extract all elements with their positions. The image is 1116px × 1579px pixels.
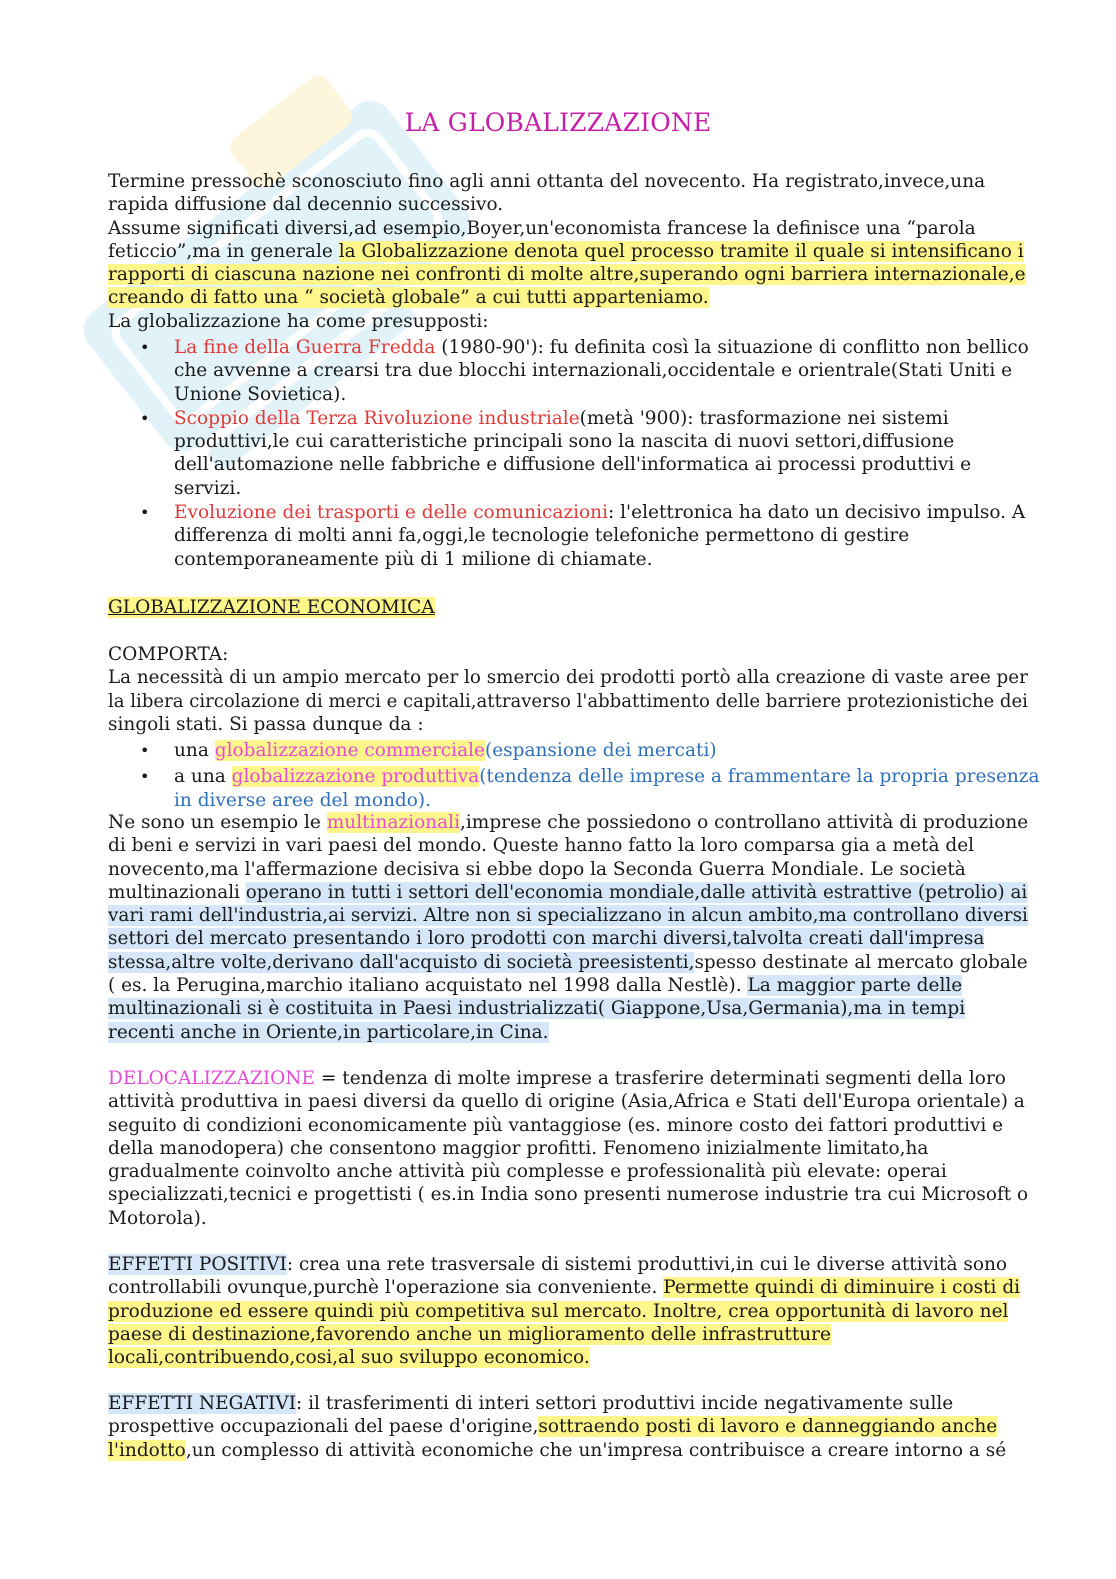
text-line: novecento,ma l'affermazione decisiva si ebbe dopo la Seconda Guerra Mondiale. Le società (108, 858, 966, 880)
highlighted-text: vari rami dell'industria,ai servizi. Altre non si specializzano in alcun ambito,ma controllano diversi (108, 905, 1028, 927)
highlighted-text: sottraendo posti di lavoro e danneggiando anche (538, 1416, 998, 1438)
text-fragment: : crea una rete trasversale di sistemi produttivi,in cui le diverse attività sono (286, 1254, 1008, 1275)
text-line: specializzati,tecnici e progettisti ( es.in India sono presenti numerose industrie tra cui Microsoft o (108, 1184, 1029, 1206)
text-fragment: prospettive occupazionali del paese d'origine, (108, 1416, 539, 1438)
text-fragment: : il trasferimenti di interi settori produttivi incide negativamente sulle (296, 1393, 954, 1414)
text-fragment: (metà '900): trasformazione nei sistemi (579, 407, 949, 429)
text-line (174, 739, 1040, 762)
highlighted-text: operano in tutti i settori dell'economia mondiale,dalle attività estrattive (petrolio) ai (245, 881, 1028, 903)
economica-paragraph (108, 643, 1028, 736)
highlighted-text: stessa,altre volte,derivano dall'acquisto di società preesistenti, (108, 951, 695, 973)
list-item (140, 739, 1040, 762)
bullet-icon: • (140, 741, 150, 760)
text-line: Assume significati diversi,ad esempio,Boyer,un'economista francese la definisce una “parola (108, 217, 976, 239)
text-line (108, 927, 1028, 950)
highlighted-text: paese di destinazione,favorendo anche un miglioramento delle infrastrutture (108, 1323, 831, 1345)
term-pink: globalizzazione commerciale (214, 740, 485, 761)
text-line (108, 1415, 1028, 1438)
highlighted-definition: rapporti di ciascuna nazione nei confronti di molte altre,superando ogni barriera internazionale,e (108, 264, 1026, 286)
list-item (140, 501, 1040, 571)
text-fragment: ,un complesso di attività economiche che un'impresa contribuisce a creare intorno a sé (185, 1439, 1007, 1461)
text-fragment: controllabili ovunque,purchè l'operazione sia conveniente. (108, 1277, 664, 1299)
text-fragment: a una (174, 766, 232, 788)
text-line: produttivi,le cui caratteristiche principali sono la nascita di nuovi settori,diffusione (174, 431, 955, 453)
text-line (108, 1346, 1028, 1369)
term-red: Evoluzione dei trasporti e delle comunicazioni (174, 502, 609, 524)
text-fragment: ( es. la Perugina,marchio italiano acquistato nel 1998 dalla Nestlè). (108, 975, 748, 997)
list-item (140, 336, 1040, 406)
text-line (174, 765, 1040, 788)
text-line (108, 1276, 1028, 1299)
text-line: COMPORTA: (108, 644, 229, 665)
highlighted-text: locali,contribuendo,cosi,al suo sviluppo economico. (108, 1347, 590, 1369)
text-line: della manodopera) che consentono maggior profitti. Fenomeno inizialmente limitato,ha (108, 1137, 929, 1159)
text-line (108, 1300, 1028, 1323)
delocalizzazione-paragraph (108, 1067, 1028, 1230)
text-line (108, 811, 1028, 834)
text-fragment: feticcio”,ma in generale (108, 240, 339, 262)
bullet-icon: • (140, 767, 150, 787)
term-pink: globalizzazione produttiva (231, 766, 480, 788)
text-fragment: (1980-90'): fu definita così la situazione di conflitto non bellico (435, 337, 1029, 358)
text-line (108, 904, 1028, 927)
term-description: (tendenza delle imprese a frammentare la propria presenza (479, 766, 1040, 788)
text-line (174, 407, 1040, 430)
effetti-positivi-paragraph (108, 1253, 1028, 1369)
page-title: LA GLOBALIZZAZIONE (404, 108, 712, 137)
text-line: dell'automazione nelle fabbriche e diffusione dell'informatica ai processi produttivi e (174, 454, 972, 476)
highlighted-definition: la Globalizzazione denota quel processo tramite il quale si intensificano i (338, 240, 1024, 262)
bullet-icon: • (140, 338, 150, 357)
text-line (108, 263, 1028, 286)
text-line (174, 501, 1040, 524)
text-line (108, 997, 1028, 1020)
bullet-icon: • (140, 408, 150, 428)
text-fragment: : l'elettronica ha dato un decisivo impulso. A (608, 502, 1026, 524)
text-fragment: una (174, 740, 215, 761)
text-line: servizi. (174, 477, 242, 499)
text-line (108, 240, 1028, 263)
intro-paragraph (108, 170, 1028, 333)
text-line: gradualmente coinvolto anche attività più complesse e professionalità più elevate: operai (108, 1161, 947, 1183)
text-line: attività produttiva in paesi diversi da quello di origine (Asia,Africa e Stati dell'Europa orientale) a (108, 1091, 1025, 1113)
text-line: singoli stati. Si passa dunque da : (108, 713, 424, 735)
text-line (174, 336, 1040, 359)
text-line: La necessità di un ampio mercato per lo smercio dei prodotti portò alla creazione di vaste aree per (108, 667, 1028, 689)
text-line: la libera circolazione di merci e capitali,attraverso l'abbattimento delle barriere protezionistiche dei (108, 690, 1028, 712)
effetti-negativi-paragraph (108, 1392, 1028, 1462)
text-line (108, 1067, 1028, 1090)
text-line: La globalizzazione ha come presupposti: (108, 310, 489, 332)
term-red: La fine della Guerra Fredda (174, 337, 436, 358)
highlighted-text: l'indotto (108, 1439, 186, 1461)
text-line (108, 596, 1028, 619)
list-item (140, 765, 1040, 812)
text-fragment: = tendenza di molte imprese a trasferire determinati segmenti della loro (315, 1068, 1006, 1089)
list-item (140, 407, 1040, 500)
text-line (108, 1439, 1028, 1462)
term-pink: multinazionali (326, 812, 460, 833)
text-line (108, 217, 1028, 240)
text-line (108, 974, 1028, 997)
section-label: EFFETTI POSITIVI (108, 1254, 287, 1275)
section-heading-economica (108, 596, 1028, 619)
highlighted-text: La maggior parte delle (747, 975, 963, 997)
highlighted-definition: creando di fatto una “ società globale” a cui tutti apparteniamo. (108, 287, 709, 309)
text-fragment: Ne sono un esempio le (108, 812, 327, 833)
text-line (108, 1253, 1028, 1276)
text-line: seguito di condizioni economicamente più vantaggiose (es. minore costo dei fattori produttivi e (108, 1114, 1004, 1136)
text-line (108, 1392, 1028, 1415)
multinazionali-paragraph (108, 811, 1028, 1044)
text-fragment: spesso destinate al mercato globale (694, 951, 1028, 973)
text-line (108, 881, 1028, 904)
highlighted-text: recenti anche in Oriente,in particolare,in Cina. (108, 1021, 549, 1043)
text-line: Termine pressochè sconosciuto fino agli anni ottanta del novecento. Ha registrato,invece,una (108, 171, 986, 192)
text-line (108, 1021, 1028, 1044)
highlighted-text: settori del mercato presentando i loro prodotti con marchi diversi,talvolta creati dall'impresa (108, 928, 985, 950)
text-line: rapida diffusione dal decennio successivo. (108, 194, 504, 216)
text-line: Motorola). (108, 1207, 207, 1229)
text-line: Unione Sovietica). (174, 383, 347, 405)
text-line: differenza di molti anni fa,oggi,le tecnologie telefoniche permettono di gestire (174, 525, 910, 547)
highlighted-text: produzione ed essere quindi più competitiva sul mercato. Inoltre, crea opportunità di lavoro nel (108, 1300, 1009, 1322)
highlighted-text: multinazionali si è costituita in Paesi industrializzati( Giappone,Usa,Germania),ma in tempi (108, 998, 966, 1020)
economica-list (140, 739, 1040, 812)
section-label: EFFETTI NEGATIVI (108, 1393, 297, 1414)
presupposti-list (140, 336, 1040, 571)
term-red: Scoppio della Terza Rivoluzione industriale (174, 407, 580, 429)
text-fragment: multinazionali (108, 881, 246, 903)
text-line (108, 1323, 1028, 1346)
term-pink: DELOCALIZZAZIONE (108, 1068, 315, 1089)
section-heading: GLOBALIZZAZIONE ECONOMICA (108, 597, 435, 618)
text-line (108, 286, 1028, 309)
term-description: (espansione dei mercati) (484, 740, 717, 761)
text-line: di beni e servizi in vari paesi del mondo. Queste hanno fatto la loro comparsa gia a metà del (108, 835, 975, 857)
text-line: che avvenne a crearsi tra due blocchi internazionali,occidentale e orientrale(Stati Uniti e (174, 360, 1013, 382)
text-line: in diverse aree del mondo). (174, 789, 431, 811)
text-fragment: ,imprese che possiedono o controllano attività di produzione (460, 812, 1029, 833)
highlighted-text: Permette quindi di diminuire i costi di (663, 1277, 1021, 1299)
bullet-icon: • (140, 503, 150, 523)
text-line (108, 951, 1028, 974)
text-line: contemporaneamente più di 1 milione di chiamate. (174, 548, 653, 570)
